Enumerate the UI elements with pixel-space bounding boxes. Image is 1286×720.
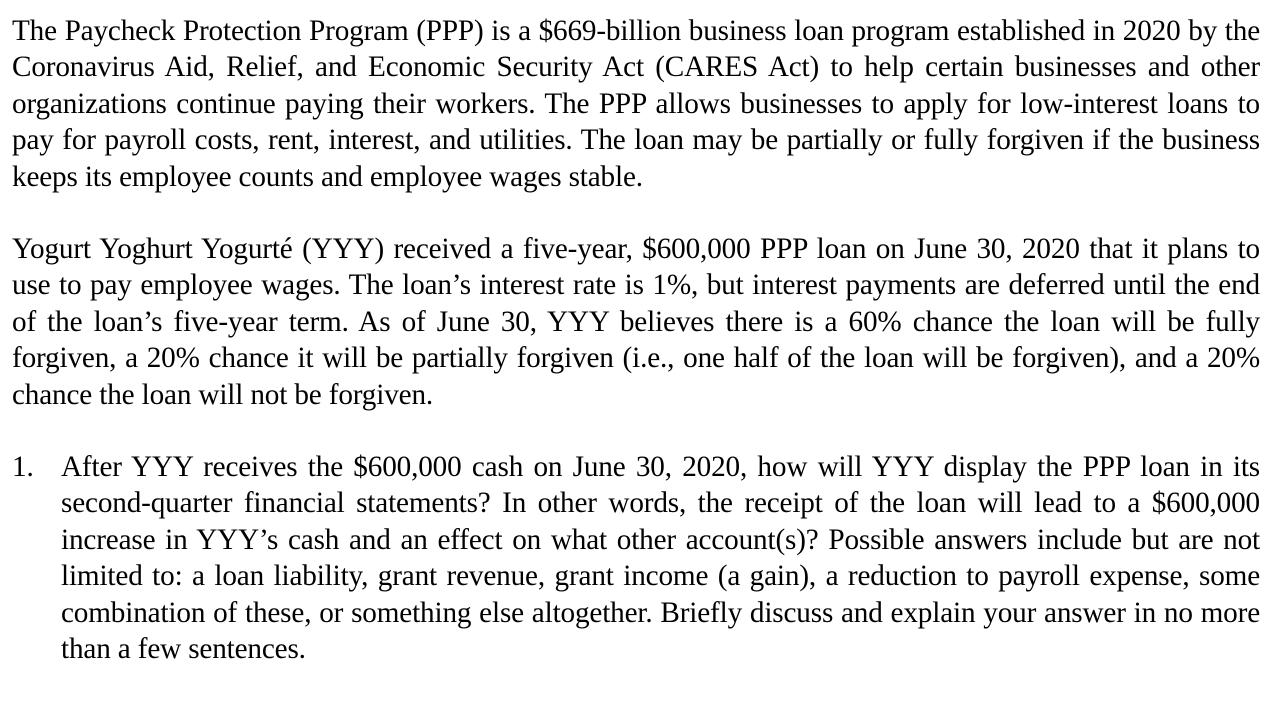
paragraph-yyy-loan-details: Yogurt Yoghurt Yogurté (YYY) received a five-year, $600,000 PPP loan on June 30, 2020 that it plans to use to pay employee wages. The loan’s interest rate is 1%, but interest payments are deferred until the end of the loan’s five-year term. As of June 30, YYY believes there is a 60% chance the loan will be fully forgiven, a 20% chance it will be partially forgiven (i.e., one half of the loan will be forgiven), and a 20% chance the loan will not be forgiven. [12,233,1260,411]
question-list [12,449,1260,667]
document-body [12,13,1260,668]
question-text: After YYY receives the $600,000 cash on June 30, 2020, how will YYY display the PPP loan in its second-quarter financial statements? In other words, the receipt of the loan will lead to a $600,000 increase in YYY’s cash and an effect on what other account(s)? Possible answers include but are not limited to: a loan liability, grant revenue, grant income (a gain), a reduction to payroll expense, some combination of these, or something else altogether. Briefly discuss and explain your answer in no more than a few sentences. [61,451,1260,666]
question-item [12,449,1260,667]
question-number: 1. [12,451,34,484]
paragraph-ppp-overview: The Paycheck Protection Program (PPP) is a $669-billion business loan program established in 2020 by the Coronavirus Aid, Relief, and Economic Security Act (CARES Act) to help certain businesses and other organizations continue paying their workers. The PPP allows businesses to apply for low-interest loans to pay for payroll costs, rent, interest, and utilities. The loan may be partially or fully forgiven if the business keeps its employee counts and employee wages stable. [12,15,1260,193]
